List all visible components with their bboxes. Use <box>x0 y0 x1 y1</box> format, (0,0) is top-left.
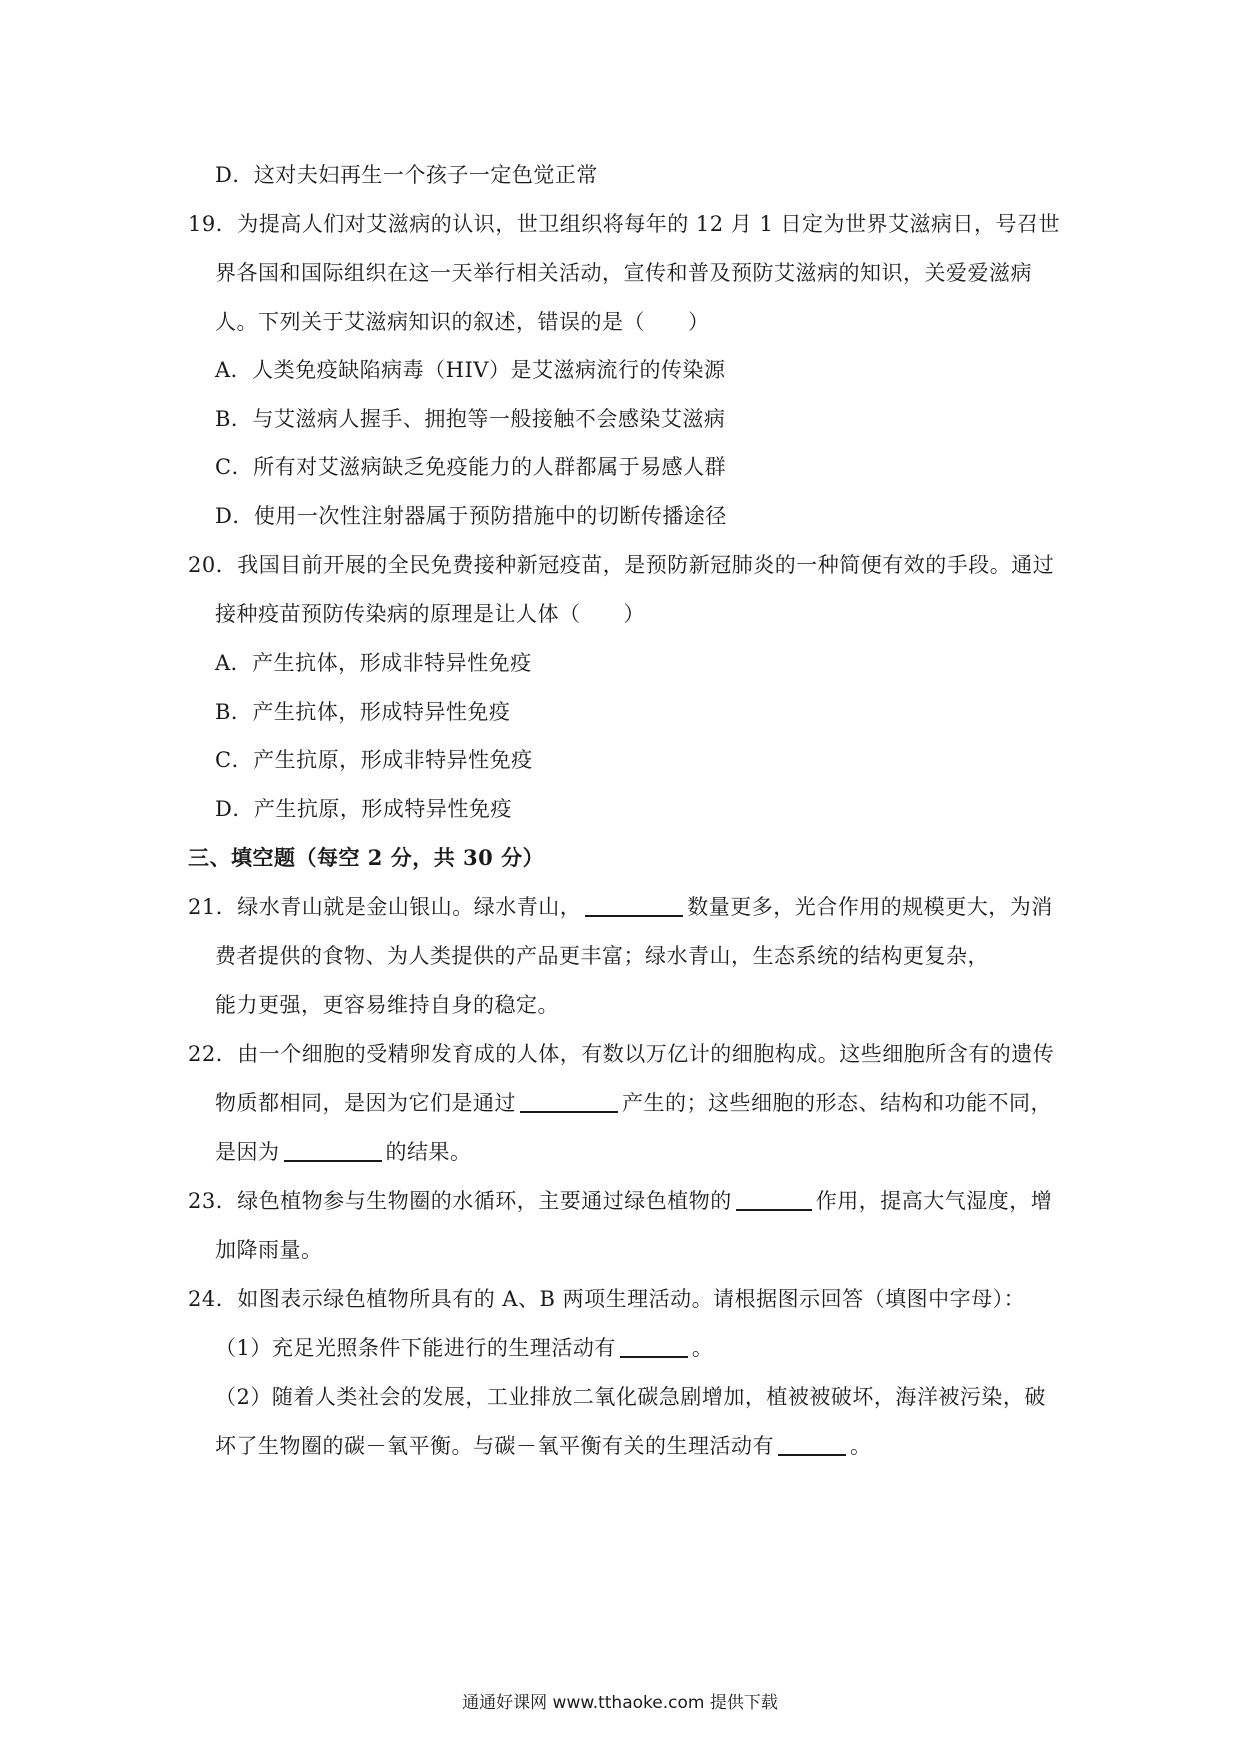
q21-text-a: 21．绿水青山就是金山银山。绿水青山， <box>188 895 582 919</box>
q20-option-a: A．产生抗体，形成非特异性免疫 <box>215 651 532 675</box>
q24-sub2-end: 。 <box>850 1434 872 1458</box>
q19-option-d: D．使用一次性注射器属于预防措施中的切断传播途径 <box>215 504 727 528</box>
q20-option-c: C．产生抗原，形成非特异性免疫 <box>215 748 533 772</box>
q23-text-a: 23．绿色植物参与生物圈的水循环，主要通过绿色植物的 <box>188 1189 732 1213</box>
q23-blank-1[interactable] <box>736 1187 812 1211</box>
q24-blank-1[interactable] <box>620 1334 688 1358</box>
q23-stem-line1 <box>188 1186 1052 1216</box>
q21-text-b: 数量更多，光合作用的规模更大，为消 <box>687 895 1053 919</box>
q22-text-b: 产生的；这些细胞的形态、结构和功能不同， <box>622 1091 1052 1115</box>
q24-sub1-end: 。 <box>691 1336 714 1360</box>
q21-blank-1[interactable] <box>585 893 683 917</box>
q22-blank-1[interactable] <box>520 1089 618 1113</box>
q22-blank-2[interactable] <box>284 1138 382 1162</box>
q18-option-d: D．这对夫妇再生一个孩子一定色觉正常 <box>215 163 598 187</box>
q20-stem-line2: 接种疫苗预防传染病的原理是让人体（ ） <box>215 602 645 626</box>
section-heading: 三、填空题（每空 2 分，共 30 分） <box>188 845 545 870</box>
q22-text-c: 是因为 <box>215 1140 280 1164</box>
page-footer: 通通好课网 www.tthaoke.com 提供下载 <box>462 1693 778 1713</box>
q19-option-b: B．与艾滋病人握手、拥抱等一般接触不会感染艾滋病 <box>215 407 726 431</box>
q19-stem-line3: 人。下列关于艾滋病知识的叙述，错误的是（ ） <box>215 310 710 334</box>
q24-sub2-text: 坏了生物圈的碳－氧平衡。与碳－氧平衡有关的生理活动有 <box>215 1434 774 1458</box>
q24-blank-2[interactable] <box>778 1432 846 1456</box>
q20-stem-line1: 20．我国目前开展的全民免费接种新冠疫苗，是预防新冠肺炎的一种简便有效的手段。通过 <box>188 553 1055 577</box>
q21-stem-line3: 能力更强，更容易维持自身的稳定。 <box>215 993 559 1017</box>
q19-option-a: A．人类免疫缺陷病毒（HIV）是艾滋病流行的传染源 <box>215 358 726 382</box>
q19-stem-line2: 界各国和国际组织在这一天举行相关活动，宣传和普及预防艾滋病的知识，关爱爱滋病 <box>215 261 1032 285</box>
q24-stem-line1: 24．如图表示绿色植物所具有的 A、B 两项生理活动。请根据图示回答（填图中字母）： <box>188 1287 1026 1311</box>
q21-stem-line1 <box>188 892 1053 922</box>
q20-option-d: D．产生抗原，形成特异性免疫 <box>215 797 512 821</box>
q24-sub1 <box>215 1333 713 1363</box>
q24-sub2-line1: （2）随着人类社会的发展，工业排放二氧化碳急剧增加，植被被破坏，海洋被污染，破 <box>215 1385 1046 1409</box>
q19-option-c: C．所有对艾滋病缺乏免疫能力的人群都属于易感人群 <box>215 455 727 479</box>
q24-sub2-line2 <box>215 1431 872 1461</box>
q20-option-b: B．产生抗体，形成特异性免疫 <box>215 700 511 724</box>
q22-stem-line3 <box>215 1137 472 1167</box>
q22-stem-line2 <box>215 1088 1052 1118</box>
q23-text-b: 作用，提高大气湿度，增 <box>815 1189 1053 1213</box>
q22-text-a: 物质都相同，是因为它们是通过 <box>215 1091 516 1115</box>
q19-stem-line1: 19．为提高人们对艾滋病的认识，世卫组织将每年的 12 月 1 日定为世界艾滋病日，号召世 <box>188 212 1061 236</box>
q22-text-d: 的结果。 <box>385 1140 472 1164</box>
q23-stem-line2: 加降雨量。 <box>215 1238 323 1262</box>
q24-sub1-text: （1）充足光照条件下能进行的生理活动有 <box>215 1336 616 1360</box>
q21-stem-line2: 费者提供的食物、为人类提供的产品更丰富；绿水青山，生态系统的结构更复杂， <box>215 944 989 968</box>
q22-stem-line1: 22．由一个细胞的受精卵发育成的人体，有数以万亿计的细胞构成。这些细胞所含有的遗传 <box>188 1042 1055 1066</box>
